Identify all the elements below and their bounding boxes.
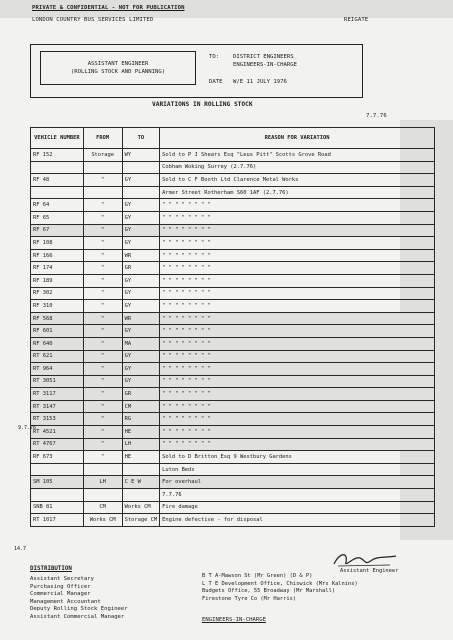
table-row <box>31 211 435 224</box>
signature-caption: Assistant Engineer <box>340 568 399 574</box>
to-line-2: ENGINEERS-IN-CHARGE <box>233 62 297 68</box>
vehicle-number-cell: RF 48 <box>31 174 84 187</box>
header-to: TO <box>122 128 159 149</box>
from-cell <box>83 161 122 174</box>
from-box <box>40 51 196 85</box>
from-line-1: ASSISTANT ENGINEER <box>87 61 149 67</box>
location: REIGATE <box>344 17 369 23</box>
vehicle-number-cell <box>31 186 84 199</box>
reason-cell: " " " " " " " " <box>160 312 435 325</box>
table-row <box>31 476 435 489</box>
to-cell: GY <box>122 375 159 388</box>
table-row <box>31 237 435 250</box>
vehicle-number-cell <box>31 161 84 174</box>
document-title: VARIATIONS IN ROLLING STOCK <box>152 101 253 108</box>
to-cell <box>122 489 159 502</box>
title-date: 7.7.76 <box>366 113 387 119</box>
distribution-item: Assistant Secretary <box>30 576 94 582</box>
table-row <box>31 489 435 502</box>
to-cell: C E W <box>122 476 159 489</box>
reason-cell: Sold to P J Shears Esq "Leus Pitt" Scotts Grove Road <box>160 149 435 162</box>
reason-cell: Armer Street Rotherham S60 1AF (2.7.76) <box>160 186 435 199</box>
table-row <box>31 514 435 527</box>
from-cell: " <box>83 211 122 224</box>
to-cell: HE <box>122 451 159 464</box>
to-cell: GY <box>122 274 159 287</box>
table-row <box>31 224 435 237</box>
margin-note: 14.7 <box>14 546 27 552</box>
to-cell: WY <box>122 149 159 162</box>
reason-cell: " " " " " " " " <box>160 274 435 287</box>
table-row <box>31 249 435 262</box>
reason-cell: 7.7.76 <box>160 489 435 502</box>
reason-cell: " " " " " " " " <box>160 287 435 300</box>
cc-item: Budgets Office, 55 Broadway (Mr Marshall) <box>202 588 336 595</box>
from-cell: " <box>83 337 122 350</box>
reason-cell: " " " " " " " " <box>160 375 435 388</box>
vehicle-number-cell: RF 568 <box>31 312 84 325</box>
date-line <box>209 79 287 85</box>
to-cell: GY <box>122 325 159 338</box>
table-row <box>31 451 435 464</box>
company-name: LONDON COUNTRY BUS SERVICES LIMITED <box>32 17 154 23</box>
from-cell: " <box>83 438 122 451</box>
from-cell: " <box>83 325 122 338</box>
to-cell <box>122 463 159 476</box>
vehicle-number-cell: RT 621 <box>31 350 84 363</box>
reason-cell: " " " " " " " " <box>160 400 435 413</box>
from-cell: " <box>83 262 122 275</box>
to-cell: GY <box>122 350 159 363</box>
to-cell: GY <box>122 224 159 237</box>
from-cell: Works CM <box>83 514 122 527</box>
reason-cell: " " " " " " " " <box>160 337 435 350</box>
from-cell: " <box>83 174 122 187</box>
to-cell: GY <box>122 211 159 224</box>
cc-item: L T E Development Office, Chiswick (Mrs Kalnins) <box>202 580 358 587</box>
header-vehicle-number: VEHICLE NUMBER <box>31 128 84 149</box>
to-cell <box>122 186 159 199</box>
from-cell: " <box>83 400 122 413</box>
vehicle-number-cell: RF 302 <box>31 287 84 300</box>
from-cell: " <box>83 426 122 439</box>
distribution-list <box>30 576 128 622</box>
vehicle-number-cell: SM 105 <box>31 476 84 489</box>
table-row <box>31 186 435 199</box>
reason-cell: " " " " " " " " <box>160 300 435 313</box>
table-row <box>31 174 435 187</box>
reason-cell: " " " " " " " " <box>160 224 435 237</box>
to-cell: GR <box>122 262 159 275</box>
table-row <box>31 363 435 376</box>
to-cell: GY <box>122 300 159 313</box>
engineers-in-charge: ENGINEERS-IN-CHARGE <box>202 617 266 623</box>
from-cell: " <box>83 287 122 300</box>
to-cell: WR <box>122 249 159 262</box>
table-row <box>31 463 435 476</box>
to-line-1: DISTRICT ENGINEERS <box>233 54 294 60</box>
reason-cell: " " " " " " " " <box>160 325 435 338</box>
table-row <box>31 325 435 338</box>
margin-note: 9.7.76 <box>18 425 37 431</box>
vehicle-number-cell: RF 673 <box>31 451 84 464</box>
header-from: FROM <box>83 128 122 149</box>
table-row <box>31 350 435 363</box>
from-cell: " <box>83 300 122 313</box>
table-row <box>31 400 435 413</box>
reason-cell: Sold to C F Booth Ltd Clarence Metal Works <box>160 174 435 187</box>
to-cell <box>122 161 159 174</box>
table-row <box>31 274 435 287</box>
table-row <box>31 149 435 162</box>
table-row <box>31 287 435 300</box>
reason-cell: Cobham Woking Surrey (2.7.76) <box>160 161 435 174</box>
vehicle-number-cell: RT 964 <box>31 363 84 376</box>
to-cell: GY <box>122 199 159 212</box>
to-cell: Storage CM <box>122 514 159 527</box>
vehicle-number-cell: RF 108 <box>31 237 84 250</box>
to-cell: GY <box>122 237 159 250</box>
from-cell: " <box>83 413 122 426</box>
table-row <box>31 161 435 174</box>
reason-cell: " " " " " " " " <box>160 413 435 426</box>
reason-cell: " " " " " " " " <box>160 363 435 376</box>
from-cell: " <box>83 237 122 250</box>
reason-cell: " " " " " " " " <box>160 388 435 401</box>
to-cell: GY <box>122 363 159 376</box>
table-row <box>31 300 435 313</box>
reason-cell: " " " " " " " " <box>160 350 435 363</box>
from-cell <box>83 463 122 476</box>
handwritten-signature <box>330 548 400 570</box>
to-cell: LH <box>122 438 159 451</box>
from-cell: " <box>83 363 122 376</box>
table-row <box>31 337 435 350</box>
cc-item: Firestone Tyre Co (Mr Harris) <box>202 595 297 602</box>
table-row <box>31 413 435 426</box>
vehicle-number-cell <box>31 489 84 502</box>
from-cell: CM <box>83 501 122 514</box>
confidential-notice: PRIVATE & CONFIDENTIAL - NOT FOR PUBLICATION <box>32 5 185 11</box>
vehicle-number-cell: RT 4521 <box>31 426 84 439</box>
vehicle-number-cell: RF 65 <box>31 211 84 224</box>
table-row <box>31 426 435 439</box>
header-reason: REASON FOR VARIATION <box>160 128 435 149</box>
reason-cell: " " " " " " " " <box>160 249 435 262</box>
vehicle-number-cell: RF 64 <box>31 199 84 212</box>
vehicle-number-cell: RF 189 <box>31 274 84 287</box>
table-row <box>31 501 435 514</box>
from-cell: " <box>83 388 122 401</box>
from-cell <box>83 186 122 199</box>
reason-cell: " " " " " " " " <box>160 237 435 250</box>
vehicle-number-cell: RT 3117 <box>31 388 84 401</box>
to-cell: HE <box>122 426 159 439</box>
vehicle-number-cell <box>31 463 84 476</box>
table-row <box>31 388 435 401</box>
reason-cell: Engine defective - for disposal <box>160 514 435 527</box>
date-label: DATE <box>209 79 223 85</box>
from-cell: " <box>83 451 122 464</box>
to-cell: WR <box>122 312 159 325</box>
date-value: W/E 11 JULY 1976 <box>233 79 287 85</box>
table-row <box>31 375 435 388</box>
from-cell: " <box>83 249 122 262</box>
variations-table <box>30 127 435 527</box>
to-cell: Works CM <box>122 501 159 514</box>
reason-cell: " " " " " " " " <box>160 199 435 212</box>
from-cell: " <box>83 199 122 212</box>
table-row <box>31 262 435 275</box>
from-cell: " <box>83 350 122 363</box>
vehicle-number-cell: RT 1017 <box>31 514 84 527</box>
distribution-item: Assistant Commercial Manager <box>30 613 125 620</box>
reason-cell: " " " " " " " " <box>160 211 435 224</box>
distribution-item: Management Accountant <box>30 598 101 605</box>
from-cell: " <box>83 375 122 388</box>
vehicle-number-cell: RT 4767 <box>31 438 84 451</box>
vehicle-number-cell: RT 3147 <box>31 400 84 413</box>
to-cell: MA <box>122 337 159 350</box>
reason-cell: Fire damage <box>160 501 435 514</box>
reason-cell: " " " " " " " " <box>160 438 435 451</box>
from-cell <box>83 489 122 502</box>
table-body <box>31 149 435 527</box>
to-block <box>209 53 297 69</box>
from-cell: " <box>83 224 122 237</box>
vehicle-number-cell: RF 310 <box>31 300 84 313</box>
table-row <box>31 312 435 325</box>
to-label: TO: <box>209 54 220 60</box>
reason-cell: " " " " " " " " <box>160 262 435 275</box>
from-line-2: (ROLLING STOCK AND PLANNING) <box>70 69 166 75</box>
to-cell: RG <box>122 413 159 426</box>
vehicle-number-cell: RT 3153 <box>31 413 84 426</box>
vehicle-number-cell: RF 174 <box>31 262 84 275</box>
from-cell: LH <box>83 476 122 489</box>
distribution-item: Commercial Manager <box>30 591 91 598</box>
cc-list <box>202 573 358 603</box>
vehicle-number-cell: RF 640 <box>31 337 84 350</box>
to-cell: CM <box>122 400 159 413</box>
reason-cell: " " " " " " " " <box>160 426 435 439</box>
distribution-item: Deputy Rolling Stock Engineer <box>30 606 128 613</box>
reason-cell: For overhaul <box>160 476 435 489</box>
reason-cell: Sold to D Britton Esq 9 Westbury Gardens <box>160 451 435 464</box>
reason-cell: Luton Beds <box>160 463 435 476</box>
to-cell: GY <box>122 287 159 300</box>
from-cell: " <box>83 274 122 287</box>
vehicle-number-cell: RT 3051 <box>31 375 84 388</box>
table-row <box>31 438 435 451</box>
from-cell: Storage <box>83 149 122 162</box>
vehicle-number-cell: SNB 81 <box>31 501 84 514</box>
cc-item: B T A-Mawson St (Mr Green) (D & P) <box>202 573 313 579</box>
distribution-item: Purchasing Officer <box>30 583 91 590</box>
memo-header-box <box>30 44 363 98</box>
table-row <box>31 199 435 212</box>
vehicle-number-cell: RF 601 <box>31 325 84 338</box>
vehicle-number-cell: RF 67 <box>31 224 84 237</box>
to-cell: GR <box>122 388 159 401</box>
from-cell: " <box>83 312 122 325</box>
vehicle-number-cell: RF 152 <box>31 149 84 162</box>
vehicle-number-cell: RF 166 <box>31 249 84 262</box>
table-header-row <box>31 128 435 149</box>
to-cell: GY <box>122 174 159 187</box>
distribution-heading: DISTRIBUTION <box>30 566 72 572</box>
